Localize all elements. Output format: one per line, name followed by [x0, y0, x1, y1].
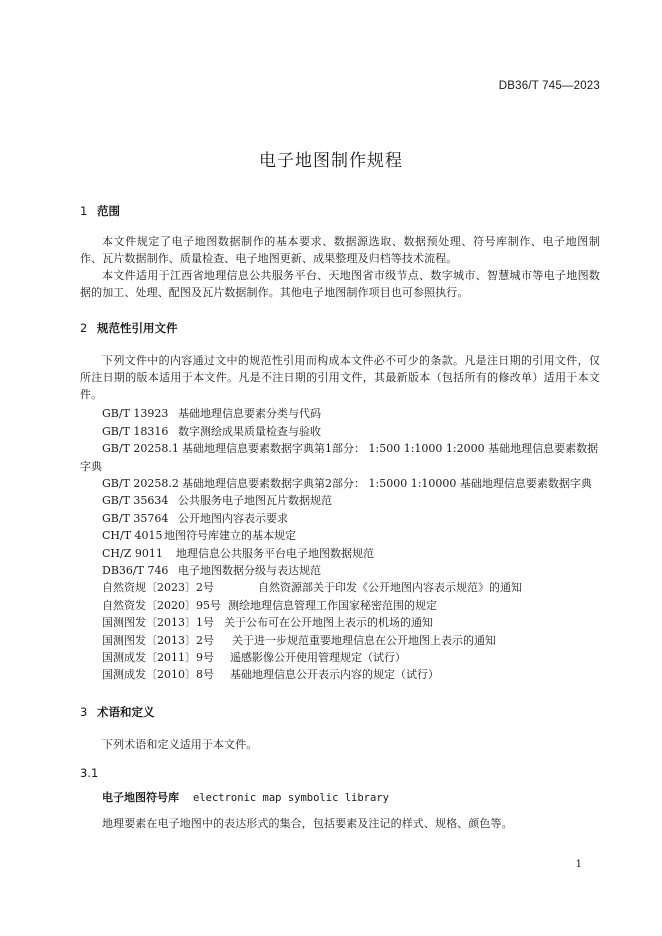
reference-item	[102, 510, 288, 527]
term-english: electronic map symbolic library	[193, 792, 389, 804]
reference-title: 基础地理信息要素分类与代码	[178, 407, 321, 420]
section-title: 规范性引用文件	[97, 321, 178, 335]
reference-code: 自然资规〔2023〕2号	[102, 581, 214, 594]
page-number: 1	[575, 859, 582, 870]
section-2-heading	[80, 320, 178, 336]
reference-item	[102, 649, 406, 666]
reference-code: GB/T 35634	[102, 494, 169, 507]
reference-title: 地图符号库建立的基本规定	[164, 529, 296, 542]
reference-code: GB/T 35764	[102, 512, 169, 525]
reference-title: 基础地理信息公开表示内容的规定（试行）	[230, 668, 439, 681]
section-number: 2	[80, 321, 88, 335]
section-title: 范围	[97, 204, 120, 218]
subsection-number: 3.1	[80, 766, 99, 780]
reference-code: 国测图发〔2013〕2号	[102, 634, 214, 647]
section-1-heading	[80, 203, 120, 219]
reference-title: 公开地图内容表示要求	[178, 512, 288, 525]
reference-title: 测绘地理信息管理工作国家秘密范围的规定	[228, 599, 437, 612]
reference-wrap-text: 字典	[80, 460, 102, 473]
reference-code: 自然资发〔2020〕95号	[102, 599, 221, 612]
reference-title: 基础地理信息要素数据字典第1部分： 1:500 1:1000 1:2000 基础地理信息要素数据	[182, 442, 599, 455]
reference-title: 地理信息公共服务平台电子地图数据规范	[176, 547, 374, 560]
reference-item	[102, 579, 522, 596]
reference-item	[102, 666, 439, 683]
reference-title: 基础地理信息要素数据字典第2部分： 1:5000 1:10000 基础地理信息要素数据字典	[182, 477, 592, 490]
reference-code: CH/T 4015	[102, 529, 163, 542]
reference-code: GB/T 18316	[102, 425, 169, 438]
reference-code: DB36/T 746	[102, 564, 169, 577]
reference-item	[102, 597, 437, 614]
reference-item	[102, 527, 296, 544]
reference-code: GB/T 13923	[102, 407, 169, 420]
reference-code: CH/Z 9011	[102, 547, 163, 560]
reference-title: 遥感影像公开使用管理规定（试行）	[230, 651, 406, 664]
document-code: DB36/T 745—2023	[498, 80, 600, 92]
reference-title: 自然资源部关于印发《公开地图内容表示规范》的通知	[258, 581, 522, 594]
reference-item	[102, 423, 321, 440]
reference-code: 国测成发〔2010〕8号	[102, 668, 214, 681]
reference-code: 国测成发〔2011〕9号	[102, 651, 214, 664]
terms-intro: 下列术语和定义适用于本文件。	[102, 738, 258, 751]
reference-title: 关于进一步规范重要地理信息在公开地图上表示的通知	[232, 634, 496, 647]
section-title: 术语和定义	[97, 705, 155, 719]
term-chinese: 电子地图符号库	[102, 791, 179, 804]
references-intro: 下列文件中的内容通过文中的规范性引用而构成本文件必不可少的条款。凡是注日期的引用文件，仅所注日期的版本适用于本文件。凡是不注日期的引用文件，其最新版本（包括所有的修改单）适用于本文件。	[80, 354, 600, 401]
reference-item	[102, 405, 321, 422]
reference-title: 关于公布可在公开地图上表示的机场的通知	[224, 616, 433, 629]
section-number: 3	[80, 705, 88, 719]
scope-paragraph-1: 本文件规定了电子地图数据制作的基本要求、数据源选取、数据预处理、符号库制作、电子地图制作、瓦片数据制作、质量检查、电子地图更新、成果整理及归档等技术流程。	[80, 235, 600, 265]
reference-code: GB/T 20258.2	[102, 477, 179, 490]
reference-item	[102, 475, 592, 492]
reference-title: 数字测绘成果质量检查与验收	[178, 425, 321, 438]
reference-title: 公共服务电子地图瓦片数据规范	[178, 494, 332, 507]
reference-title: 电子地图数据分级与表达规范	[178, 564, 321, 577]
scope-paragraph-2: 本文件适用于江西省地理信息公共服务平台、天地图省市级节点、数字城市、智慧城市等电子地图数据的加工、处理、配图及瓦片数据制作。其他电子地图制作项目也可参照执行。	[80, 269, 600, 299]
reference-item	[102, 492, 332, 509]
reference-code: GB/T 20258.1	[102, 442, 179, 455]
reference-item	[102, 545, 374, 562]
page-title: 电子地图制作规程	[259, 151, 403, 171]
reference-item	[102, 614, 433, 631]
reference-item	[102, 632, 496, 649]
reference-code: 国测图发〔2013〕1号	[102, 616, 214, 629]
term-entry	[102, 789, 389, 805]
section-number: 1	[80, 204, 88, 218]
term-definition: 地理要素在电子地图中的表达形式的集合，包括要素及注记的样式、规格、颜色等。	[102, 817, 513, 830]
section-3-heading	[80, 704, 155, 720]
reference-item	[102, 440, 598, 457]
reference-item	[102, 562, 321, 579]
